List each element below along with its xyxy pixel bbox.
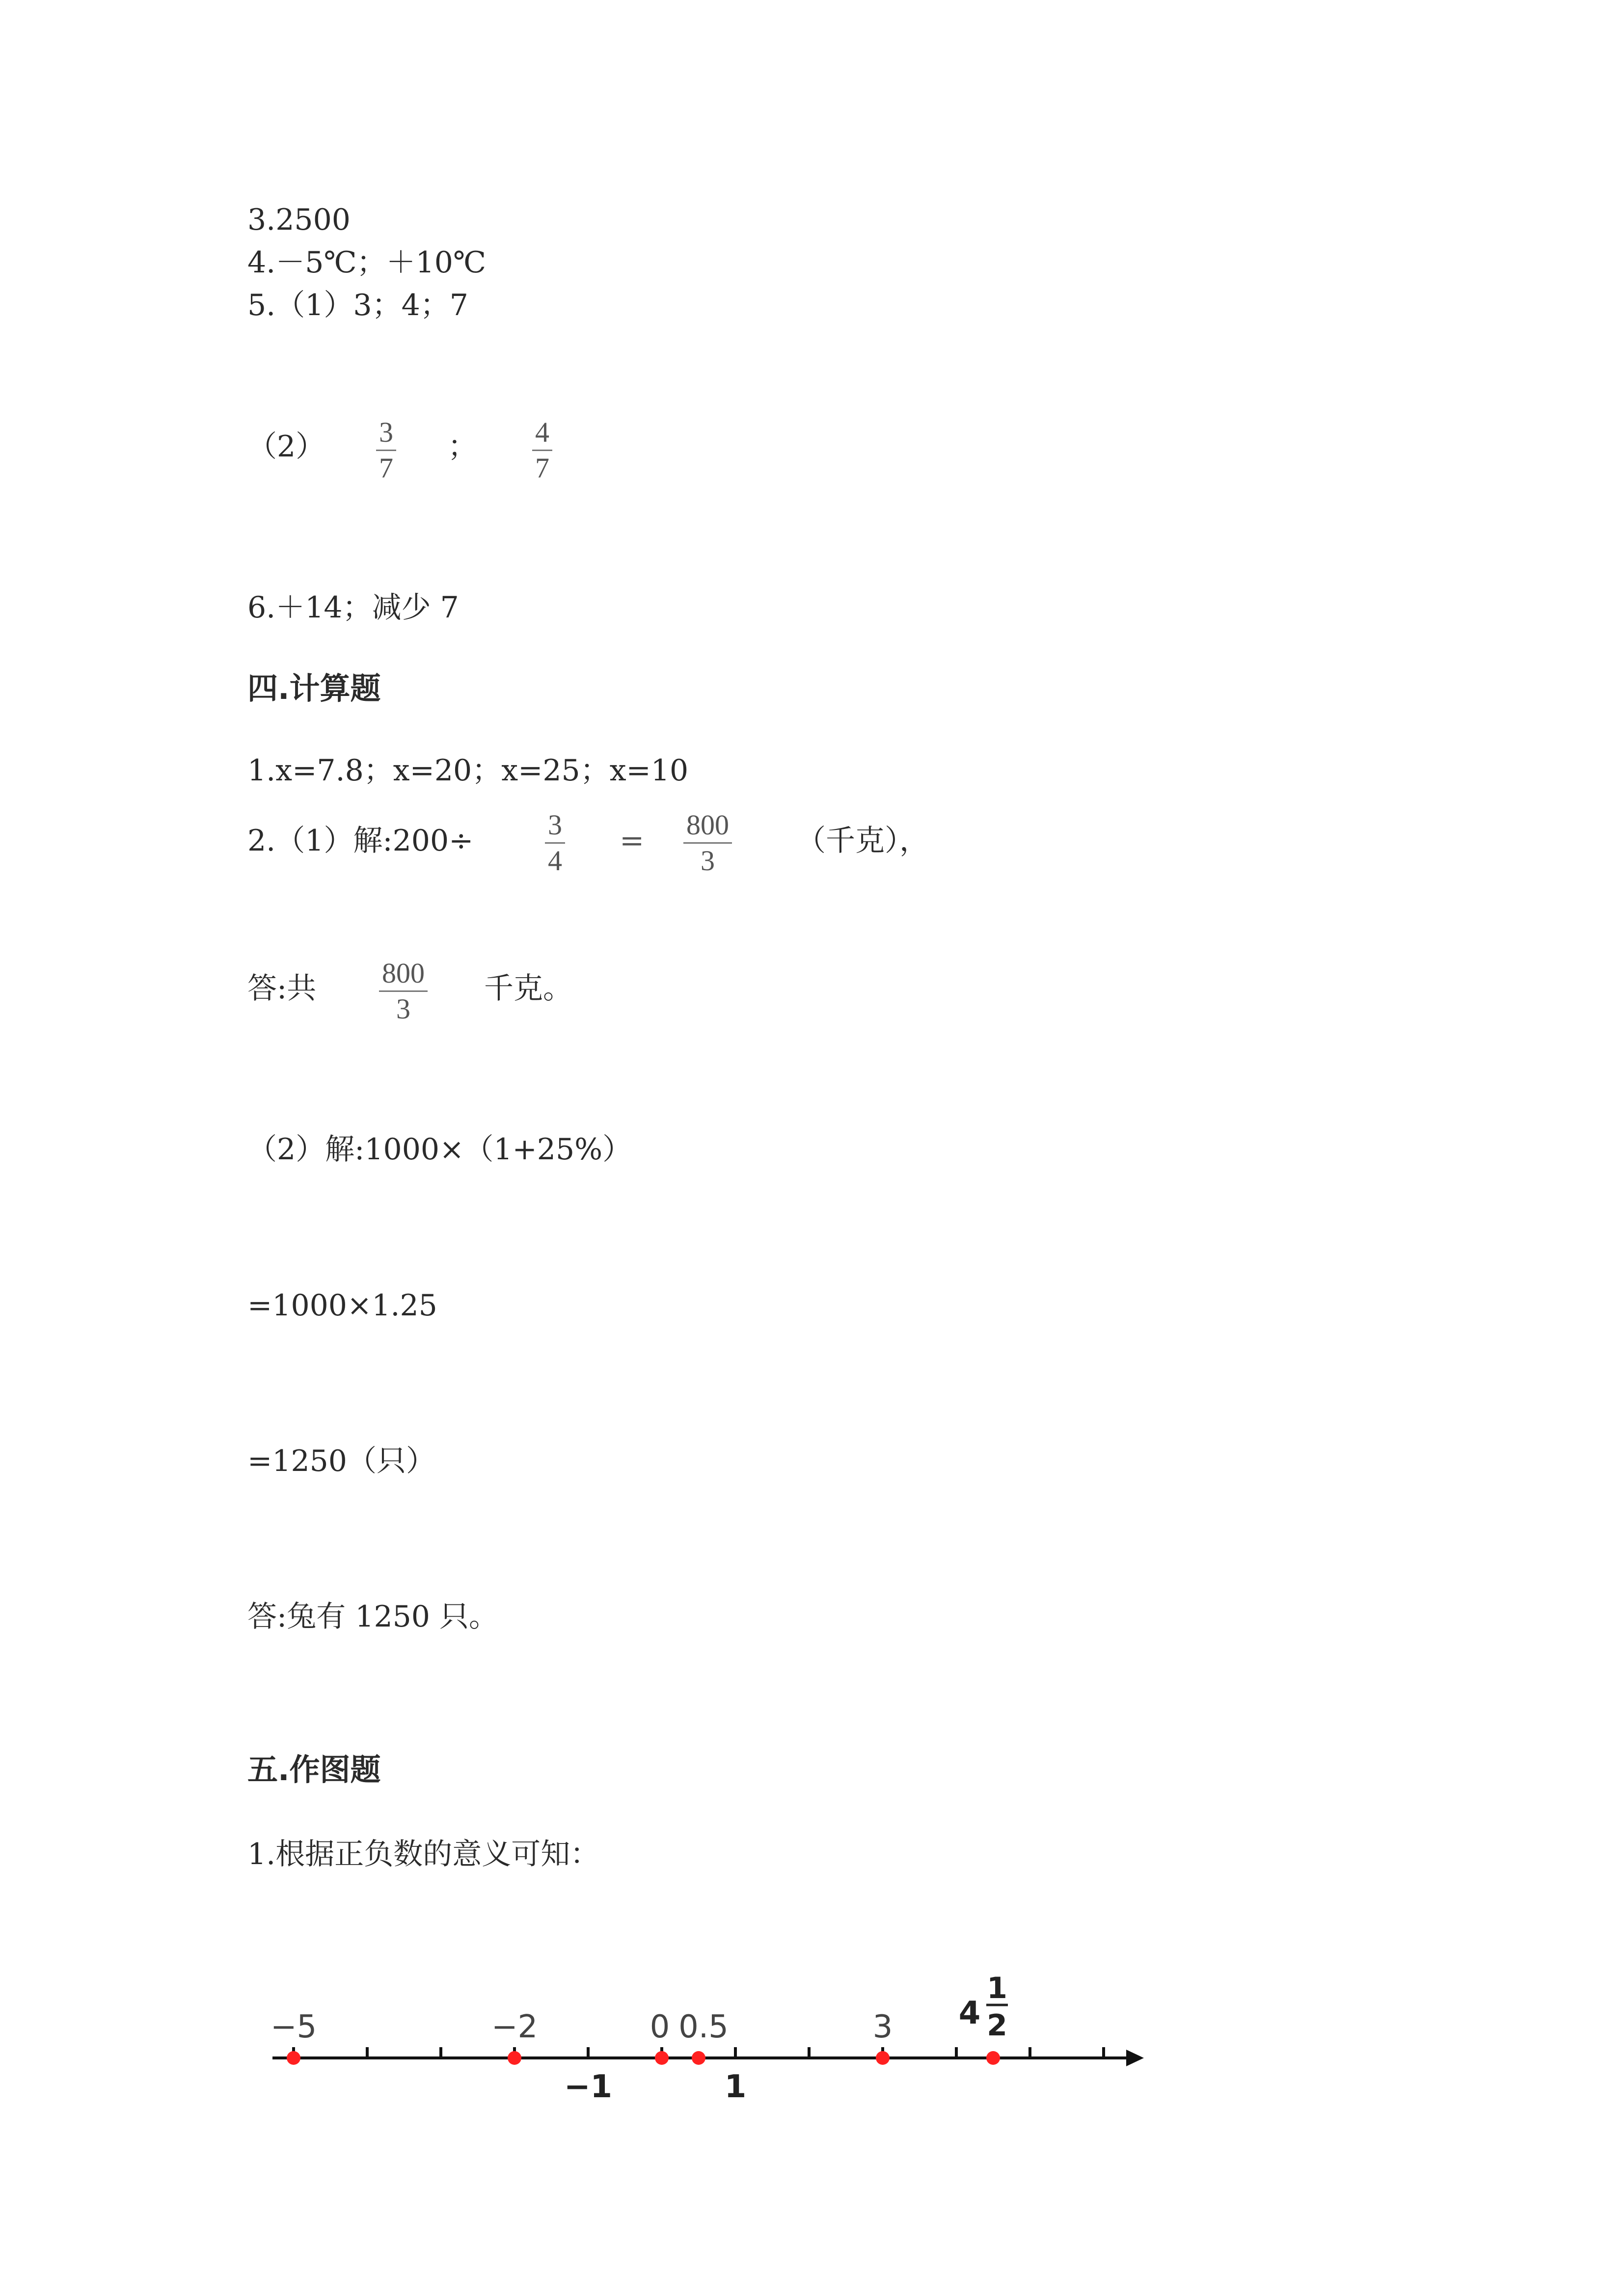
calc-answer-2-2-line-1: （2）解:1000×（1+25%） bbox=[247, 1132, 632, 1167]
fraction-denominator: 7 bbox=[535, 452, 549, 484]
number-point bbox=[692, 2051, 705, 2065]
mixed-number-whole: 4 bbox=[958, 1995, 981, 2031]
section-5-heading: 五.作图题 bbox=[247, 1752, 381, 1788]
fraction-numerator: 800 bbox=[382, 957, 425, 989]
calc-answer-2-2-line-2: =1000×1.25 bbox=[247, 1288, 437, 1323]
answer-5-1: 5.（1）3；4；7 bbox=[247, 288, 468, 322]
calc-answer-2-prefix: 2.（1）解:200÷ bbox=[247, 824, 474, 858]
fraction-numerator: 800 bbox=[686, 809, 729, 841]
answer-4: 4.－5℃；＋10℃ bbox=[247, 245, 487, 280]
number-point bbox=[986, 2051, 1000, 2065]
answer-5-2-prefix: （2） bbox=[247, 429, 325, 464]
fraction-3-7 bbox=[376, 418, 396, 482]
fraction-numerator: 3 bbox=[379, 416, 393, 448]
calc-answer-2-2-result: 答:兔有 1250 只。 bbox=[247, 1600, 499, 1634]
fraction-denominator: 3 bbox=[701, 845, 715, 877]
number-label-below: 1 bbox=[724, 2069, 747, 2105]
calc-answer-2-suffix: （千克）， bbox=[796, 824, 929, 858]
calc-answer-2-1-result-suffix: 千克。 bbox=[484, 971, 572, 1006]
fraction-denominator: 4 bbox=[548, 845, 562, 877]
answer-5-2-separator: ； bbox=[448, 429, 477, 464]
number-line-arrow-icon bbox=[1126, 2050, 1144, 2066]
number-point bbox=[876, 2051, 890, 2065]
answer-6: 6.＋14；减少 7 bbox=[247, 590, 459, 625]
mixed-number-denominator: 2 bbox=[987, 2008, 1007, 2043]
number-label-above: 0 bbox=[650, 2009, 670, 2045]
section-4-heading: 四.计算题 bbox=[247, 670, 381, 706]
fraction-denominator: 3 bbox=[396, 993, 410, 1025]
drawing-answer-1: 1.根据正负数的意义可知： bbox=[247, 1837, 600, 1871]
fraction-numerator: 4 bbox=[535, 416, 549, 448]
number-point bbox=[508, 2051, 521, 2065]
fraction-denominator: 7 bbox=[379, 452, 393, 484]
equals-sign: = bbox=[620, 824, 645, 858]
number-label-below: −1 bbox=[564, 2069, 613, 2105]
fraction-3-4 bbox=[545, 811, 565, 875]
number-label-above: 3 bbox=[872, 2009, 893, 2045]
number-line bbox=[0, 1939, 1624, 2115]
fraction-800-3 bbox=[683, 811, 732, 875]
mixed-number-numerator: 1 bbox=[987, 1971, 1007, 2005]
number-label-above: 0.5 bbox=[678, 2009, 729, 2045]
number-label-above: −2 bbox=[491, 2009, 538, 2045]
number-point bbox=[287, 2051, 300, 2065]
fraction-4-7 bbox=[532, 418, 552, 482]
fraction-800-3-answer bbox=[379, 959, 428, 1023]
calc-answer-2-1-result-prefix: 答:共 bbox=[247, 971, 317, 1006]
calc-answer-1: 1.x=7.8；x=20；x=25；x=10 bbox=[247, 753, 689, 788]
fraction-numerator: 3 bbox=[548, 809, 562, 841]
calc-answer-2-2-line-3: =1250（只） bbox=[247, 1444, 435, 1478]
number-label-above: −5 bbox=[270, 2009, 317, 2045]
answer-3: 3.2500 bbox=[247, 203, 351, 237]
number-point bbox=[655, 2051, 669, 2065]
